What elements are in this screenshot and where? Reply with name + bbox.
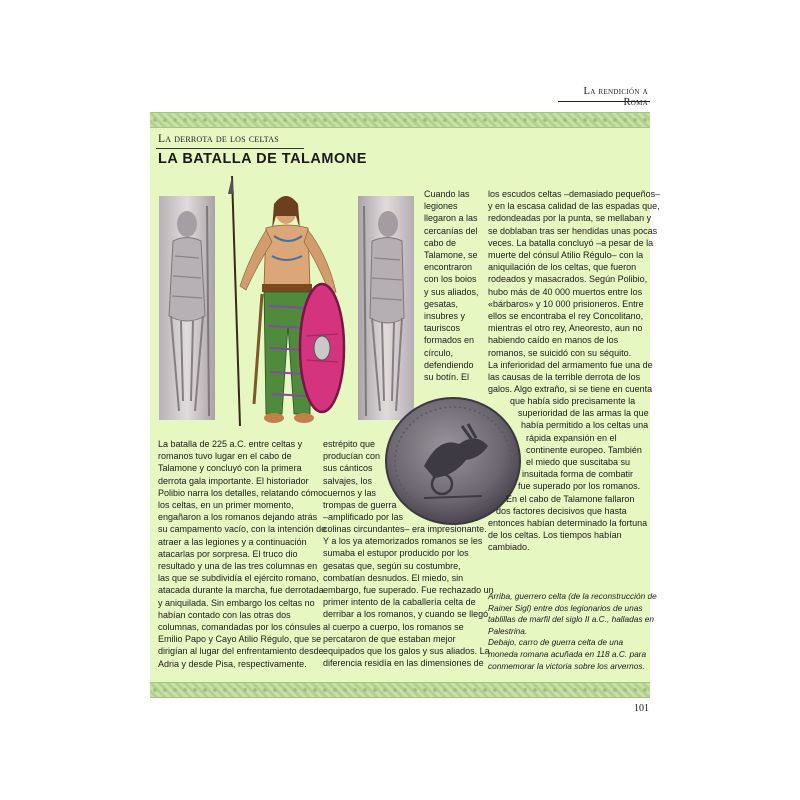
roman-legionary-relief-right: [358, 196, 414, 420]
figure-caption: [488, 591, 657, 672]
text-line: continente europeo. También: [526, 444, 642, 455]
text-line: colinas circundantes– era impresionante.: [323, 524, 487, 534]
text-line: veces. La batalla concluyó –a pesar de la: [488, 237, 654, 248]
text-line: derrota gala importante. El historiador: [158, 475, 309, 486]
text-line: romanos, se suicidó con su séquito.: [488, 347, 632, 358]
text-line: las causas de la terrible derrota de los: [488, 372, 641, 383]
text-col-right: [488, 188, 660, 395]
text-line: encontraron: [424, 262, 473, 273]
text-line: En el cabo de Talamone fallaron: [506, 493, 635, 504]
text-line: formados en: [424, 335, 475, 346]
text-line: llegaron a las: [424, 213, 478, 224]
text-line: se doblaban tras ser hendidas unas pocas: [488, 225, 658, 236]
text-line: sus cánticos: [323, 463, 373, 474]
text-line: legiones: [424, 201, 458, 212]
kicker-rule: [156, 148, 304, 149]
text-line: cuernos y las: [323, 487, 377, 498]
text-line: galos. Algo extraño, si se tiene en cuenta: [488, 384, 653, 395]
text-line: el miedo que suscitaba su: [526, 457, 631, 468]
text-line: salvajes, los: [323, 475, 373, 486]
text-line: columnas, comandadas por los cónsules: [158, 622, 321, 633]
section-kicker: La derrota de los celtas: [158, 133, 279, 145]
text-line: y sus aliados,: [424, 286, 479, 297]
page-title: LA BATALLA DE TALAMONE: [158, 151, 367, 167]
text-line: combatían desnudos. El miedo, sin: [323, 572, 464, 583]
text-line: primer intento de la caballería celta de: [323, 597, 476, 608]
caption-line: conmemorar la victoria sobre los arvernos.: [488, 660, 645, 671]
text-line: gesatas,: [424, 298, 459, 309]
text-col-left: [158, 438, 326, 670]
text-line: habiendo caído en manos de los: [488, 335, 619, 346]
text-line: Cuando las: [424, 189, 470, 199]
text-line: resultado y una de las tres columnas en: [158, 561, 318, 572]
text-line: derribar a los romanos, y cuando se llegó: [323, 609, 489, 620]
header-rule: [558, 101, 650, 102]
text-line: de los celtas. Los tiempos habían: [488, 530, 622, 541]
text-line: entonces habían determinado la fortuna: [488, 518, 648, 529]
text-col-narrow-right: [424, 188, 479, 383]
text-col-right-wrap: [488, 395, 649, 554]
text-line: atraer a las legiones y a continuación: [158, 536, 307, 547]
text-line: había permitido a los celtas una: [521, 420, 649, 431]
text-line: y aniquilada. Sin embargo los celtas no: [158, 597, 315, 608]
roman-legionary-relief-left: [159, 196, 215, 420]
text-line: cambiado.: [488, 542, 530, 553]
text-line: tauriscos: [424, 323, 461, 334]
text-line: La batalla de 225 a.C. entre celtas y: [158, 439, 303, 449]
text-line: mientras el otro rey, Aneoresto, aun no: [488, 323, 643, 334]
text-line: ellos se encontraba el rey Concolitano,: [488, 311, 644, 322]
text-line: los celtas, en un primer momento,: [158, 500, 294, 511]
text-line: estrépito que: [323, 439, 376, 449]
text-line: hubo más de 40 000 muertos entre los: [488, 286, 643, 297]
text-line: engañaron a los romanos dejando atrás: [158, 512, 318, 523]
text-line: percataron de que estaban mejor: [323, 633, 456, 644]
caption-line: moneda romana acuñada en 118 a.C. para: [488, 648, 647, 659]
text-line: defendiendo: [424, 359, 474, 370]
caption-line: Debajo, carro de guerra celta de una: [488, 637, 624, 648]
text-line: aniquilación de los celtas, que fueron: [488, 262, 637, 273]
caption-line: Arriba, guerrero celta (de la reconstrucción de: [488, 591, 657, 601]
text-line: embargo, fue superado. Fue rechazado un: [323, 585, 494, 596]
text-line: rodeados y masacrados. Según Polibio,: [488, 274, 648, 285]
text-line: cercanías del: [424, 225, 478, 236]
running-header: La rendición a Roma: [583, 86, 648, 108]
text-line: fue superado por los romanos.: [518, 481, 641, 492]
text-line: su botín. El: [424, 372, 470, 383]
text-line: con los boios: [424, 274, 477, 285]
text-line: «bárbaros» y 10 000 prisioneros. Entre: [488, 298, 644, 309]
text-line: superioridad de las armas la que: [518, 408, 649, 419]
text-line: diferencia residía en las dimensiones de: [323, 658, 484, 669]
caption-line: tablillas de marfil del siglo II a.C., halladas en: [488, 614, 655, 625]
caption-line: Palestrina.: [488, 625, 528, 636]
text-line: –amplificado por las: [323, 512, 404, 523]
text-line: rápida expansión en el: [526, 432, 617, 443]
text-line: su campamento vacío, con la intención de: [158, 524, 327, 535]
text-line: atacada durante la marcha, fue derrotada: [158, 585, 324, 596]
text-col-mid-narrow: [323, 438, 403, 523]
text-line: Emilio Papo y Cayo Atilio Régulo, que se: [158, 634, 322, 645]
decorative-border-top: [150, 112, 650, 128]
text-line: Adria y desde Pisa, respectivamente.: [158, 658, 307, 669]
text-line: trompas de guerra: [323, 500, 397, 511]
caption-line: Rainer Sigl) entre dos legionarios de unas: [488, 602, 643, 613]
text-line: al cuerpo a cuerpo, los romanos se: [323, 621, 464, 632]
text-line: romanos tuvo lugar en el cabo de: [158, 451, 292, 462]
text-line: círculo,: [424, 347, 454, 358]
text-line: dirigían al lugar del enfrentamiento desde: [158, 646, 324, 657]
text-line: sumaba el estupor producido por los: [323, 548, 469, 559]
text-line: muerte del cónsul Atilio Régulo– con la: [488, 250, 644, 261]
text-line: y en la escasa calidad de las espadas que,: [488, 201, 660, 212]
text-line: Talamone, se: [424, 250, 478, 261]
text-col-mid: [323, 523, 494, 669]
text-line: que había sido precisamente la: [510, 396, 636, 406]
text-line: dos factores decisivos que hasta: [496, 505, 627, 516]
celtic-warrior-illustration: [218, 176, 354, 430]
text-line: producían con: [323, 451, 381, 462]
text-line: Y a los ya atemorizados romanos se les: [323, 536, 483, 547]
text-line: las que se subdividía el ejército romano,: [158, 573, 319, 584]
text-line: los escudos celtas –demasiado pequeños–: [488, 189, 661, 199]
decorative-border-bottom: [150, 682, 650, 698]
text-line: Talamone y concluyó con la primera: [158, 463, 302, 474]
text-line: redondeadas por la punta, se mellaban y: [488, 213, 652, 224]
text-line: cabo de: [424, 237, 457, 248]
page-number: 101: [634, 703, 649, 714]
text-line: gesatas que, según su costumbre,: [323, 560, 461, 571]
text-line: La inferioridad del armamento fue una de: [488, 359, 653, 370]
text-line: habían contado con las otras dos: [158, 609, 291, 620]
text-line: equipados que los galos y sus aliados. La: [323, 646, 490, 657]
text-line: atacarlas por sorpresa. El truco dio: [158, 548, 298, 559]
text-line: insubres y: [424, 311, 466, 322]
text-line: Polibio narra los detalles, relatando cómo: [158, 487, 324, 498]
text-line: insuitada forma de combatir: [522, 469, 634, 480]
